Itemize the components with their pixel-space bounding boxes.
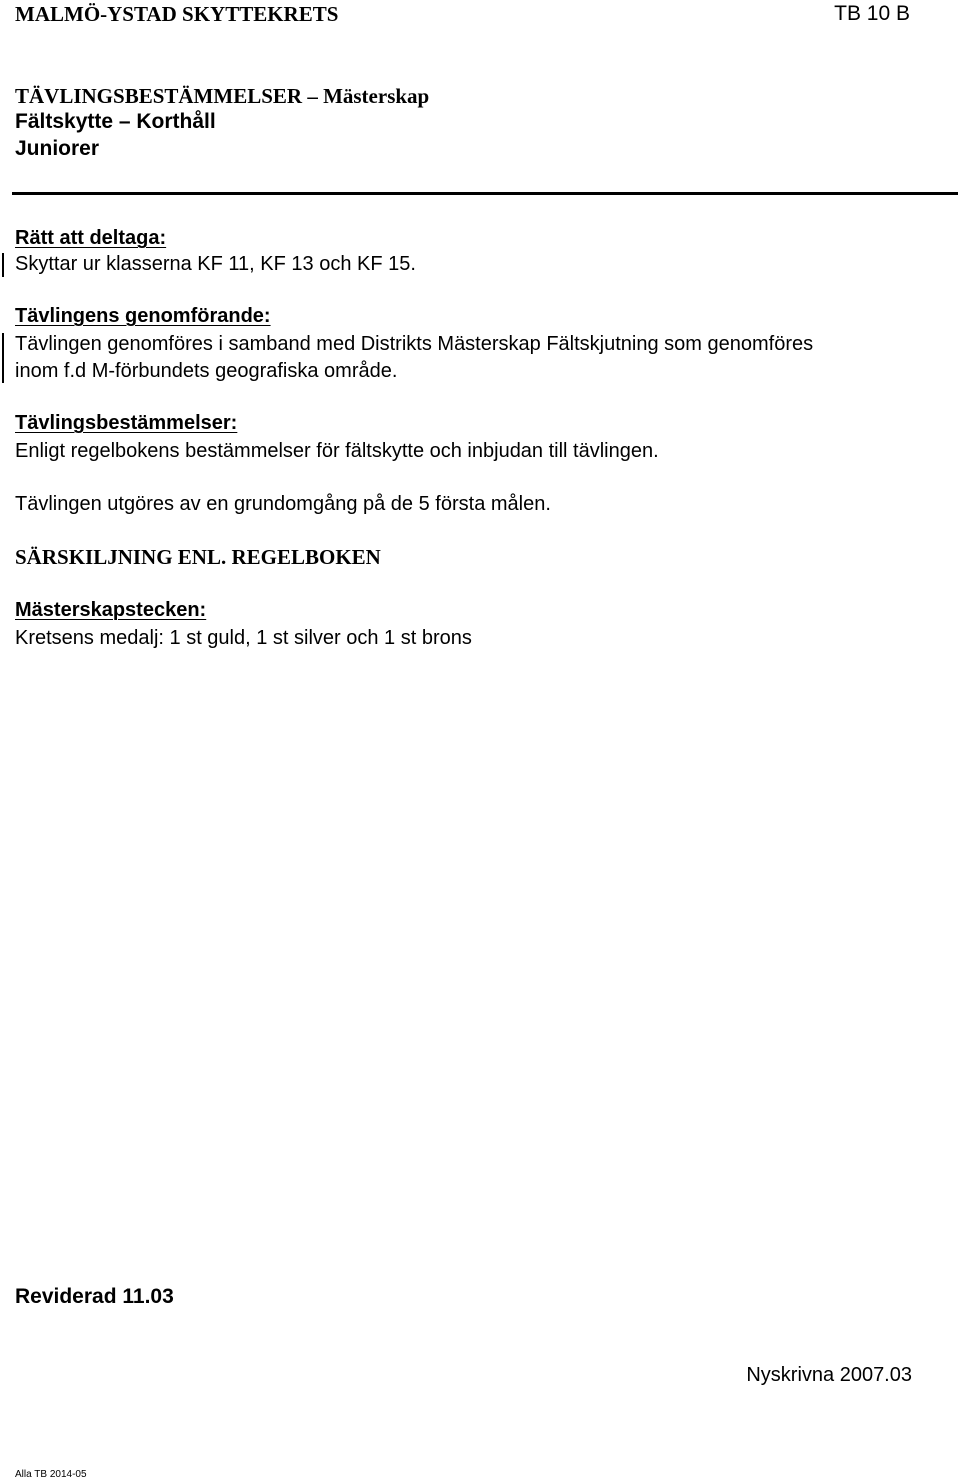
awards-heading: Mästerskapstecken: (15, 599, 207, 621)
execution-text-line2: inom f.d M-förbundets geografiska område. (15, 360, 398, 382)
change-bar (2, 333, 4, 383)
participation-heading: Rätt att deltaga: (15, 227, 167, 249)
page-subtitle: Fältskytte – Korthåll (15, 110, 216, 133)
rules-text: Enligt regelbokens bestämmelser för fältskytte och inbjudan till tävlingen. (15, 440, 659, 462)
title-divider (12, 192, 958, 195)
format-text: Tävlingen utgöres av en grundomgång på de 5 första målen. (15, 493, 551, 515)
document-code: TB 10 B (834, 2, 910, 25)
execution-text-line1: Tävlingen genomföres i samband med Distrikts Mästerskap Fältskjutning som genomföres (15, 333, 814, 355)
organization-name: MALMÖ-YSTAD SKYTTEKRETS (15, 2, 339, 26)
tiebreak-heading: SÄRSKILJNING ENL. REGELBOKEN (15, 545, 381, 569)
new-written-date: Nyskrivna 2007.03 (746, 1364, 912, 1386)
change-bar (2, 253, 4, 277)
revised-date: Reviderad 11.03 (15, 1285, 174, 1308)
awards-text: Kretsens medalj: 1 st guld, 1 st silver och 1 st brons (15, 627, 472, 649)
execution-heading: Tävlingens genomförande: (15, 305, 271, 327)
rules-heading: Tävlingsbestämmelser: (15, 412, 238, 434)
page-title: TÄVLINGSBESTÄMMELSER – Mästerskap (15, 84, 430, 108)
page-category: Juniorer (15, 137, 100, 160)
participation-text: Skyttar ur klasserna KF 11, KF 13 och KF 15. (15, 253, 416, 275)
footer-note: Alla TB 2014-05 (15, 1469, 87, 1480)
